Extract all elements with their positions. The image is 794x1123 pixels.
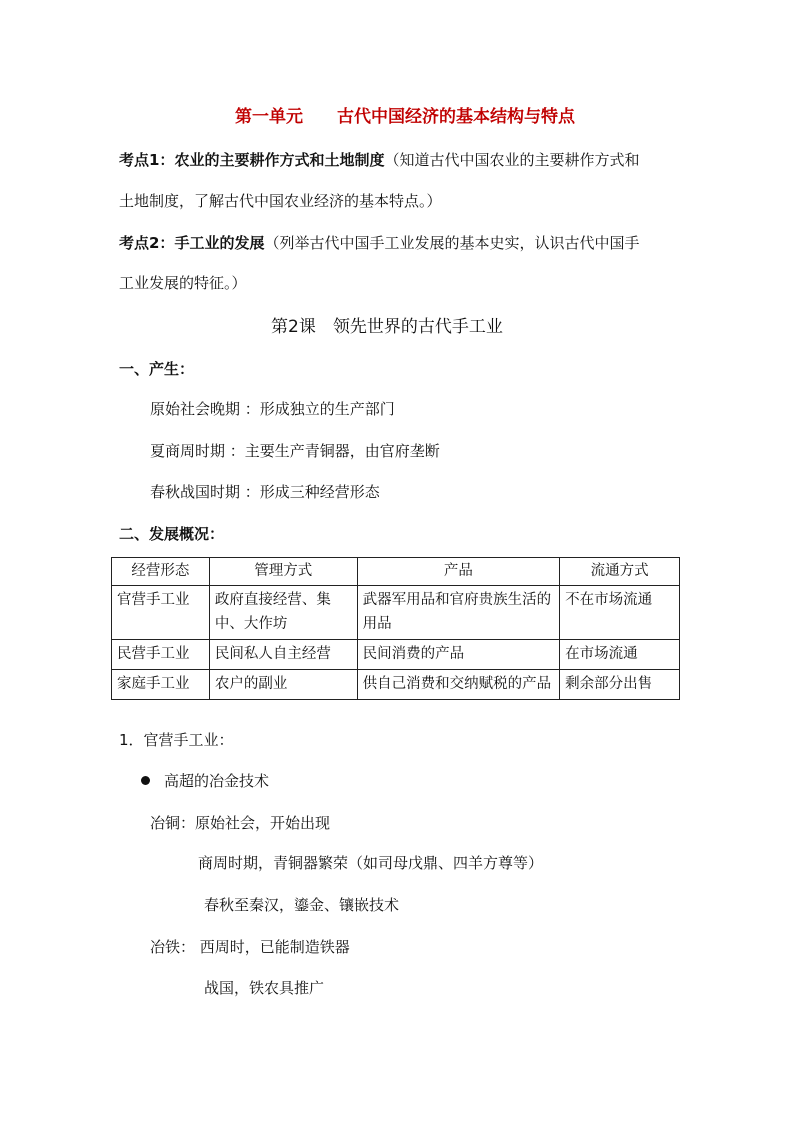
table-cell: 政府直接经营、集中、大作坊 — [209, 586, 357, 640]
lesson-title: 第2课 领先世界的古代手工业 — [271, 317, 503, 337]
table-header-row — [112, 558, 680, 586]
iron-line: 冶铁： 西周时，已能制造铁器 — [150, 938, 350, 956]
copper-line: 商周时期，青铜器繁荣（如司母戊鼎、四羊方尊等） — [198, 854, 544, 872]
table-cell: 农户的副业 — [209, 670, 357, 700]
point-1-heading: 1．官营手工业： — [119, 731, 234, 749]
unit-title — [235, 107, 575, 127]
key-point-1-desc-cont: 土地制度，了解古代中国农业经济的基本特点。） — [119, 192, 442, 210]
table-row — [112, 640, 680, 670]
unit-name: 古代中国经济的基本结构与特点 — [337, 107, 575, 127]
key-point-1-desc: （知道古代中国农业的主要耕作方式和 — [384, 151, 640, 169]
table-cell: 剩余部分出售 — [560, 670, 680, 700]
table-cell: 不在市场流通 — [560, 586, 680, 640]
iron-line: 战国，铁农具推广 — [204, 979, 325, 997]
copper-line: 春秋至秦汉，鎏金、镶嵌技术 — [204, 896, 400, 914]
table-cell: 在市场流通 — [560, 640, 680, 670]
table-header-cell: 产品 — [357, 558, 560, 586]
key-point-1-label: 考点1： — [119, 151, 175, 169]
table-cell: 官营手工业 — [112, 586, 210, 640]
table-cell: 民间消费的产品 — [357, 640, 560, 670]
origin-item: 春秋战国时期 ：形成三种经营形态 — [150, 483, 380, 501]
section-2-heading: 二、发展概况： — [119, 525, 225, 543]
key-point-1-topic: 农业的主要耕作方式和土地制度 — [174, 151, 385, 169]
key-point-2-topic: 手工业的发展 — [174, 234, 265, 252]
table-row — [112, 586, 680, 640]
table-row — [112, 670, 680, 700]
bullet-item — [141, 771, 269, 791]
copper-line: 冶铜：原始社会，开始出现 — [150, 814, 331, 832]
key-point-2-desc: （列举古代中国手工业发展的基本史实，认识古代中国手 — [264, 234, 640, 252]
key-point-2-desc-cont: 工业发展的特征。） — [119, 274, 247, 292]
table-cell: 家庭手工业 — [112, 670, 210, 700]
key-point-2-label: 考点2： — [119, 234, 175, 252]
table-header-cell: 流通方式 — [560, 558, 680, 586]
section-1-heading: 一、产生： — [119, 360, 195, 378]
unit-number: 第一单元 — [235, 107, 303, 127]
table-cell: 民间私人自主经营 — [209, 640, 357, 670]
table-header-cell: 管理方式 — [209, 558, 357, 586]
key-point-2 — [119, 233, 639, 253]
key-point-1 — [119, 150, 639, 170]
table-header-cell: 经营形态 — [112, 558, 210, 586]
bullet-icon — [141, 776, 150, 785]
handicraft-table — [111, 557, 680, 700]
table-cell: 供自己消费和交纳赋税的产品 — [357, 670, 560, 700]
table-cell: 武器军用品和官府贵族生活的用品 — [357, 586, 560, 640]
origin-item: 夏商周时期 ：主要生产青铜器，由官府垄断 — [150, 442, 440, 460]
bullet-text: 高超的冶金技术 — [164, 772, 270, 790]
origin-item: 原始社会晚期 ：形成独立的生产部门 — [150, 400, 395, 418]
table-cell: 民营手工业 — [112, 640, 210, 670]
